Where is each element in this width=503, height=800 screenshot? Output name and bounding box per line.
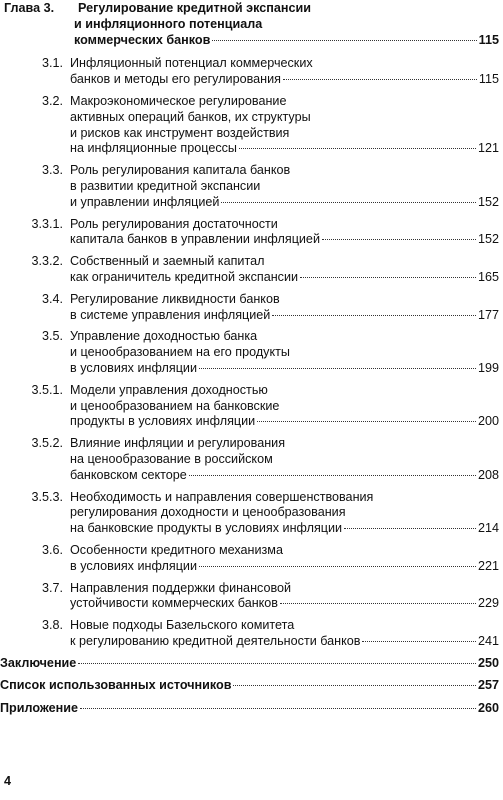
section-title-line: Направления поддержки финансовой xyxy=(70,580,292,595)
section-title-line: как ограничитель кредитной экспансии xyxy=(70,269,299,284)
section-title-line: Роль регулирования достаточности xyxy=(70,216,278,231)
section-number: 3.5.1. xyxy=(31,382,63,397)
section-title-line: Собственный и заемный капитал xyxy=(70,254,265,269)
section-number: 3.3. xyxy=(41,163,63,178)
section-number: 3.5.2. xyxy=(31,436,63,451)
toc-entry xyxy=(4,618,499,650)
page-ref: 229 xyxy=(477,596,499,611)
toc-entry xyxy=(4,217,499,249)
section-title-line: Модели управления доходностью xyxy=(70,382,268,397)
toc-entry xyxy=(4,163,499,210)
dot-leader xyxy=(283,79,477,80)
section-title-line: в развитии кредитной экспансии xyxy=(70,178,261,193)
section-title-last-line xyxy=(70,232,499,248)
page-ref: 221 xyxy=(477,558,499,573)
section-title-line: Управление доходностью банка xyxy=(70,329,258,344)
toc-entry xyxy=(4,56,499,88)
section-title-line: Роль регулирования капитала банков xyxy=(70,163,291,178)
section-number: 3.5.3. xyxy=(31,489,63,504)
page-ref: 152 xyxy=(477,232,499,247)
dot-leader xyxy=(322,239,476,240)
section-title-line: Новые подходы Базельского комитета xyxy=(70,618,295,633)
dot-leader xyxy=(300,277,476,278)
section-title-line: капитала банков в управлении инфляцией xyxy=(70,232,320,247)
section-title-line: продукты в условиях инфляции xyxy=(70,414,256,429)
section-title-line: Необходимость и направления совершенствования xyxy=(70,489,374,504)
section-title-line: активных операций банков, их структуры xyxy=(70,109,311,124)
section-number: 3.4. xyxy=(41,291,63,306)
back-matter-title: Список использованных источников xyxy=(0,678,232,693)
section-number: 3.3.1. xyxy=(31,216,63,231)
toc-back-matter-entry xyxy=(0,701,499,717)
page-ref: 260 xyxy=(477,701,499,716)
chapter-title xyxy=(74,1,499,48)
section-title-last-line xyxy=(70,141,499,157)
dot-leader xyxy=(199,566,476,567)
page-ref: 121 xyxy=(477,141,499,156)
toc-entry xyxy=(4,436,499,483)
section-title xyxy=(70,618,499,650)
page-ref: 257 xyxy=(477,678,499,693)
toc-entry xyxy=(4,543,499,575)
dot-leader xyxy=(221,202,476,203)
page-ref: 177 xyxy=(477,307,499,322)
back-matter-title: Приложение xyxy=(0,701,78,716)
page-ref: 199 xyxy=(477,360,499,375)
back-matter-title: Заключение xyxy=(0,655,77,670)
toc-back-matter xyxy=(0,655,499,717)
section-title xyxy=(70,163,499,210)
section-title-last-line xyxy=(70,596,499,612)
section-title-last-line xyxy=(70,559,499,575)
dot-leader xyxy=(344,528,476,529)
chapter-title-line: коммерческих банков xyxy=(74,32,211,47)
dot-leader xyxy=(280,603,476,604)
toc-back-matter-entry xyxy=(0,656,499,672)
section-number: 3.3.2. xyxy=(31,254,63,269)
page-ref: 165 xyxy=(477,269,499,284)
table-of-contents xyxy=(0,1,499,724)
section-title-line: и управлении инфляцией xyxy=(70,194,220,209)
section-title xyxy=(70,217,499,249)
section-number: 3.7. xyxy=(41,580,63,595)
section-title-last-line xyxy=(70,361,499,377)
section-title-last-line xyxy=(70,72,499,88)
section-title xyxy=(70,581,499,613)
section-title-last-line xyxy=(70,195,499,211)
section-title-line: банков и методы его регулирования xyxy=(70,72,281,87)
toc-sections xyxy=(4,56,499,649)
toc-entry xyxy=(4,254,499,286)
page-ref: 241 xyxy=(477,633,499,648)
section-title-last-line xyxy=(70,308,499,324)
section-title xyxy=(70,94,499,157)
section-title-line: Особенности кредитного механизма xyxy=(70,542,283,557)
dot-leader xyxy=(189,475,476,476)
section-title-line: и ценообразованием на его продукты xyxy=(70,345,290,360)
section-title xyxy=(70,292,499,324)
section-number: 3.1. xyxy=(41,56,63,71)
section-title-line: на ценообразование в российском xyxy=(70,451,273,466)
page-ref: 115 xyxy=(478,32,499,47)
dot-leader xyxy=(257,421,476,422)
section-title-line: Влияние инфляции и регулирования xyxy=(70,436,286,451)
section-title-line: на банковские продукты в условиях инфляции xyxy=(70,521,343,536)
page-number: 4 xyxy=(4,774,12,788)
toc-chapter-3 xyxy=(4,1,499,48)
toc-entry xyxy=(4,292,499,324)
section-number: 3.6. xyxy=(41,542,63,557)
toc-back-matter-entry xyxy=(0,678,499,694)
section-title-line: в условиях инфляции xyxy=(70,360,198,375)
dot-leader xyxy=(233,685,476,686)
page-ref: 250 xyxy=(477,655,499,670)
toc-entry xyxy=(4,490,499,537)
chapter-title-line: и инфляционного потенциала xyxy=(74,16,263,31)
section-title-last-line xyxy=(70,414,499,430)
section-title xyxy=(70,254,499,286)
section-title xyxy=(70,436,499,483)
section-title-line: устойчивости коммерческих банков xyxy=(70,596,278,611)
dot-leader xyxy=(362,641,476,642)
dot-leader xyxy=(80,708,476,709)
section-title-line: в системе управления инфляцией xyxy=(70,307,271,322)
dot-leader xyxy=(199,368,476,369)
page-ref: 208 xyxy=(477,467,499,482)
page-ref: 152 xyxy=(477,194,499,209)
section-title-last-line xyxy=(70,270,499,286)
page-ref: 214 xyxy=(477,521,499,536)
chapter-label: Глава 3. xyxy=(4,1,55,15)
section-number: 3.5. xyxy=(41,329,63,344)
toc-entry xyxy=(4,329,499,376)
section-title-line: и рисков как инструмент воздействия xyxy=(70,125,290,140)
section-title xyxy=(70,383,499,430)
section-title-line: банковском секторе xyxy=(70,467,187,482)
dot-leader xyxy=(78,663,476,664)
section-title-line: регулирования доходности и ценообразования xyxy=(70,505,346,520)
dot-leader xyxy=(239,148,476,149)
dot-leader xyxy=(212,40,476,41)
page-ref: 200 xyxy=(477,414,499,429)
section-title-last-line xyxy=(70,521,499,537)
chapter-title-last-line xyxy=(74,33,499,49)
section-title xyxy=(70,56,499,88)
toc-entry xyxy=(4,94,499,157)
section-number: 3.2. xyxy=(41,93,63,108)
section-title-line: Макроэкономическое регулирование xyxy=(70,93,287,108)
section-title-line: в условиях инфляции xyxy=(70,558,198,573)
toc-entry xyxy=(4,383,499,430)
section-title xyxy=(70,543,499,575)
section-title xyxy=(70,490,499,537)
section-title xyxy=(70,329,499,376)
section-title-last-line xyxy=(70,468,499,484)
toc-entry xyxy=(4,581,499,613)
section-title-line: Регулирование ликвидности банков xyxy=(70,291,280,306)
section-number: 3.8. xyxy=(41,618,63,633)
section-title-line: на инфляционные процессы xyxy=(70,141,237,156)
section-title-line: и ценообразованием на банковские xyxy=(70,398,280,413)
page-ref: 115 xyxy=(478,72,499,87)
section-title-line: Инфляционный потенциал коммерческих xyxy=(70,56,313,71)
section-title-last-line xyxy=(70,634,499,650)
dot-leader xyxy=(272,315,476,316)
chapter-title-line: Регулирование кредитной экспансии xyxy=(78,1,311,15)
section-title-line: к регулированию кредитной деятельности банков xyxy=(70,633,361,648)
